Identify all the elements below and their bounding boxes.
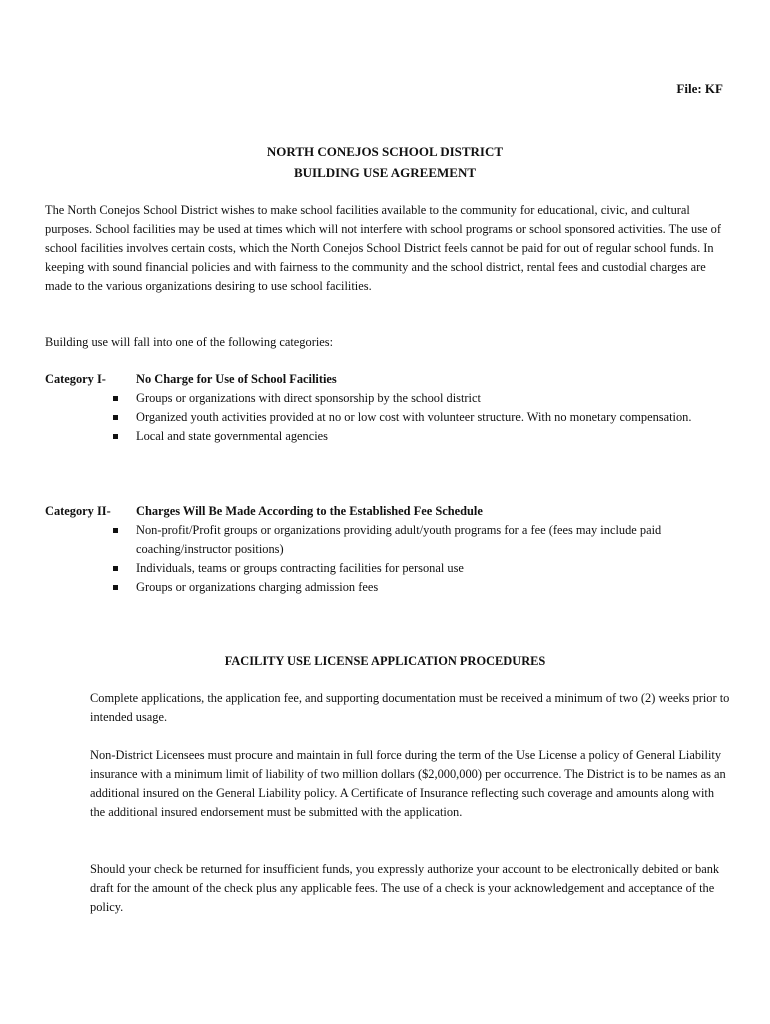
list-item [113,521,733,559]
procedure-paragraph-application: Complete applications, the application fee, and supporting documentation must be received a minimum of two (2) weeks prior to intended usage. [90,691,730,724]
bullet-icon [113,415,118,420]
category-list [113,521,733,597]
bullet-icon [113,585,118,590]
list-item [113,578,733,597]
list-item-text: Groups or organizations charging admission fees [136,580,379,594]
procedure-paragraph-insurance: Non-District Licensees must procure and maintain in full force during the term of the Use License a policy of General Liability insurance with a minimum limit of liability of two million dollars ($2,000,000) per occurrence. The District is to be names as an additional insured on the General Liability policy. A Certificate of Insurance reflecting such coverage and amounts along with the additional insured endorsement must be submitted with the application. [90,748,726,819]
file-reference: File: KF [676,81,723,96]
category-list [113,389,733,446]
district-name: NORTH CONEJOS SCHOOL DISTRICT [266,144,504,159]
procedure-paragraph-check: Should your check be returned for insufficient funds, you expressly authorize your account to be electronically debited or bank draft for the amount of the check plus any applicable fees. The use of a check is your acknowledgement and acceptance of the policy. [90,862,720,914]
list-item-text: Local and state governmental agencies [136,429,328,443]
category-heading: No Charge for Use of School Facilities [136,372,337,386]
document-title [0,141,770,183]
list-item [113,559,733,578]
bullet-icon [113,434,118,439]
list-item-text: Organized youth activities provided at no or low cost with volunteer structure. With no monetary compensation. [136,410,692,424]
category-label: Category II- [45,504,111,518]
bullet-icon [113,528,118,533]
list-item [113,427,733,446]
list-item-text: Individuals, teams or groups contracting facilities for personal use [136,561,464,575]
list-item [113,389,733,408]
intro-paragraph: The North Conejos School District wishes to make school facilities available to the community for educational, civic, and cultural purposes. School facilities may be used at times which will not interfere with school programs or school sponsored activities. The use of school facilities involves certain costs, which the North Conejos School District feels cannot be paid for out of regular school funds. In keeping with sound financial policies and with fairness to the community and the school district, rental fees and custodial charges are made to the various organizations desiring to use school facilities. [45,203,721,293]
category-label: Category I- [45,372,106,386]
categories-intro: Building use will fall into one of the following categories: [45,335,334,349]
list-item-text: Non-profit/Profit groups or organizations providing adult/youth programs for a fee (fees may include paid coaching/instructor positions) [136,523,662,556]
category-heading: Charges Will Be Made According to the Established Fee Schedule [136,504,483,518]
list-item [113,408,733,427]
agreement-title: BUILDING USE AGREEMENT [293,165,477,180]
procedures-title: FACILITY USE LICENSE APPLICATION PROCEDURES [224,654,546,668]
bullet-icon [113,396,118,401]
bullet-icon [113,566,118,571]
list-item-text: Groups or organizations with direct sponsorship by the school district [136,391,481,405]
